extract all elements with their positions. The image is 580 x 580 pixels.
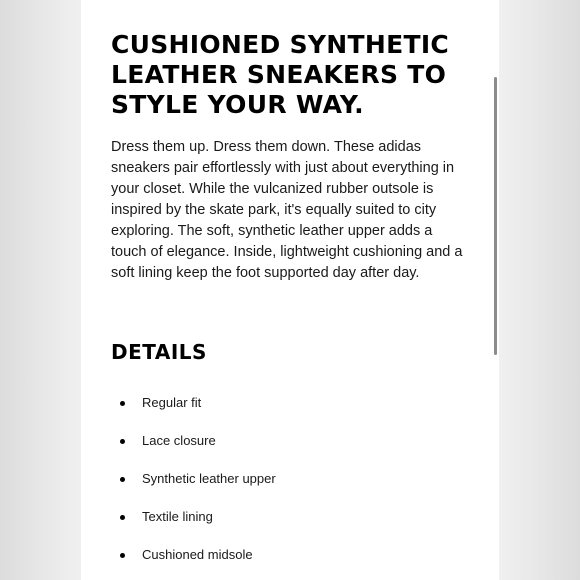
details-list-item — [111, 498, 471, 536]
bullet-icon — [120, 515, 125, 520]
product-headline: CUSHIONED SYNTHETIC LEATHER SNEAKERS TO STYLE YOUR WAY. — [111, 30, 450, 119]
bullet-icon — [120, 439, 125, 444]
details-list-item — [111, 536, 471, 574]
details-list-item — [111, 422, 471, 460]
bullet-icon — [120, 401, 125, 406]
details-list — [111, 384, 471, 574]
product-description: Dress them up. Dress them down. These adidas sneakers pair effortlessly with just about everything in your closet. While the vulcanized rubber outsole is inspired by the skate park, it's equally suited to city exploring. The soft, synthetic leather upper adds a touch of elegance. Inside, lightweight cushioning and a soft lining keep the foot supported day after day. — [111, 139, 463, 281]
details-item-label: Cushioned midsole — [142, 547, 253, 562]
details-list-item — [111, 460, 471, 498]
details-heading: DETAILS — [111, 340, 207, 364]
backdrop-left — [0, 0, 81, 580]
bullet-icon — [120, 553, 125, 558]
details-item-label: Lace closure — [142, 433, 216, 448]
product-description-content — [111, 30, 471, 574]
details-item-label: Textile lining — [142, 509, 213, 524]
details-item-label: Synthetic leather upper — [142, 471, 276, 486]
details-list-item — [111, 384, 471, 422]
bullet-icon — [120, 477, 125, 482]
scrollbar-thumb[interactable] — [494, 77, 497, 355]
details-item-label: Regular fit — [142, 395, 202, 410]
backdrop-right — [499, 0, 580, 580]
